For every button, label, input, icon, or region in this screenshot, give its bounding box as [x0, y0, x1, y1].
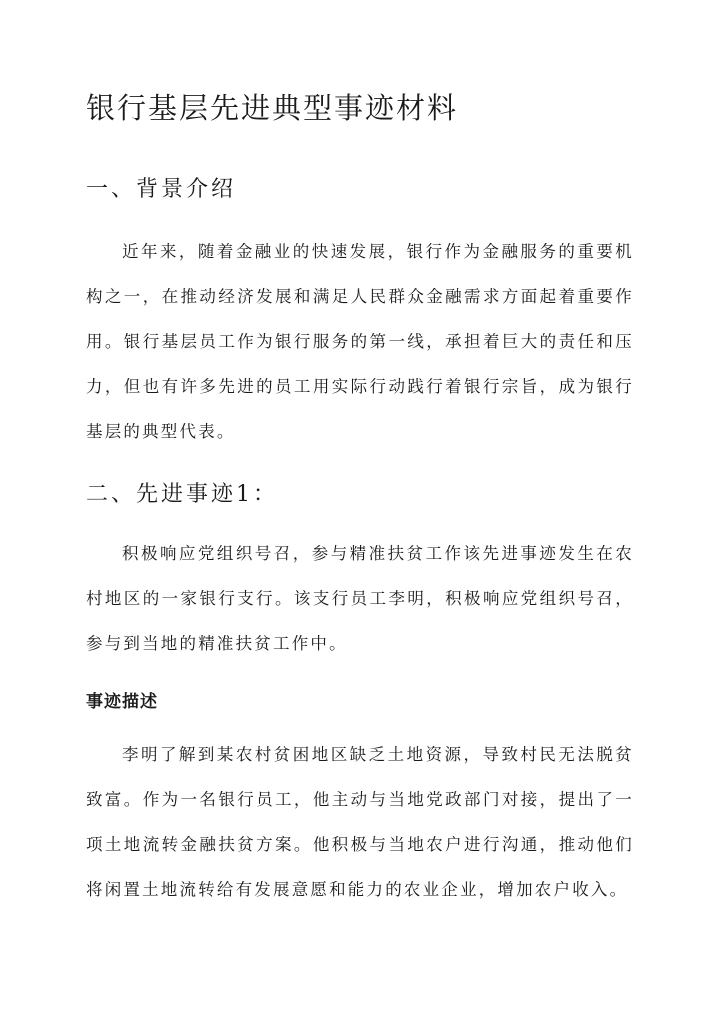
paragraph-background: 近年来，随着金融业的快速发展，银行作为金融服务的重要机构之一，在推动经济发展和满足人民群众金融需求方面起着重要作用。银行基层员工作为银行服务的第一线，承担着巨大的责任和压力，但也有许多先进的员工用实际行动践行着银行宗旨，成为银行基层的典型代表。 [86, 242, 634, 441]
subheading-deed-description: 事迹描述 [86, 692, 158, 712]
paragraph-deed-1: 积极响应党组织号召，参与精准扶贫工作该先进事迹发生在农村地区的一家银行支行。该支行员工李明，积极响应党组织号召，参与到当地的精准扶贫工作中。 [86, 544, 634, 653]
paragraph-deed-description: 李明了解到某农村贫困地区缺乏土地资源，导致村民无法脱贫致富。作为一名银行员工，他主动与当地党政部门对接，提出了一项土地流转金融扶贫方案。他积极与当地农户进行沟通，推动他们将闲置土地流转给有发展意愿和能力的农业企业，增加农户收入。 [86, 745, 634, 899]
section-heading-background: 一、背景介绍 [86, 177, 237, 202]
document-title: 银行基层先进典型事迹材料 [86, 91, 459, 125]
section-heading-deed-1: 二、先进事迹1： [86, 482, 278, 507]
